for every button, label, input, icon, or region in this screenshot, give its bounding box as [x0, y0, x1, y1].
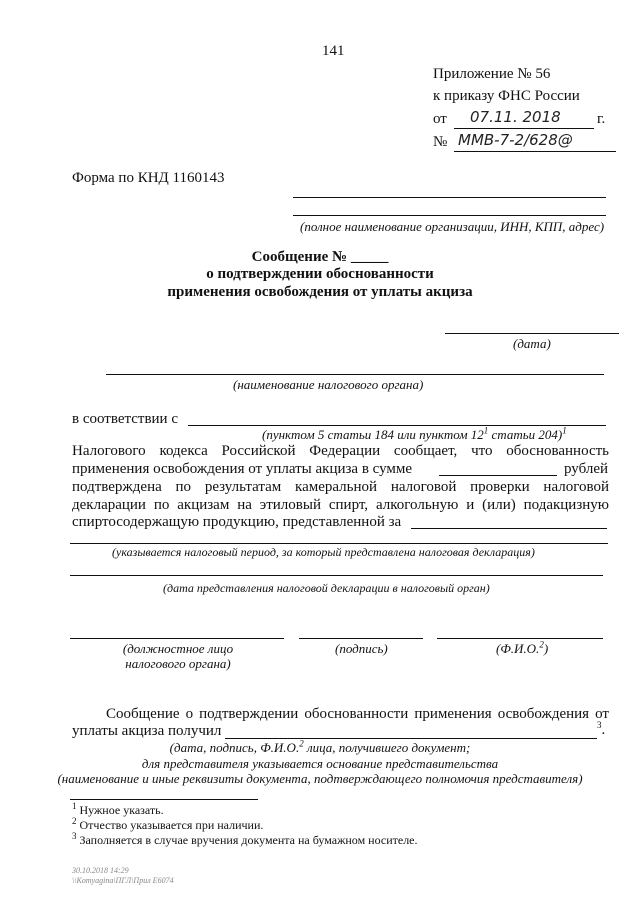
body-line-5: спиртосодержащую продукцию, представленной за — [72, 514, 402, 530]
signature-caption: (подпись) — [335, 641, 388, 656]
print-stamp-date: 30.10.2018 14:29 — [72, 866, 129, 875]
appendix-label: Приложение № 56 — [433, 66, 551, 82]
message-subtitle-2: применения освобождения от уплаты акциза — [167, 284, 473, 300]
org-caption: (полное наименование организации, ИНН, КПП, адрес) — [300, 219, 605, 234]
date-handwritten: 07.11. 2018 — [470, 108, 561, 126]
signature-line — [299, 638, 423, 639]
according-to-label: в соответствии с — [72, 411, 178, 427]
footnote-separator — [70, 799, 258, 800]
receipt-line — [225, 738, 597, 739]
receipt-caption-2: для представителя указывается основание представительства — [141, 756, 499, 771]
body-line-1: Налогового кодекса Российской Федерации сообщает, что обоснованность — [72, 443, 609, 459]
receipt-caption-1: (дата, подпись, Ф.И.О.$^2$ лица, получившего документ; — [169, 738, 471, 755]
body-line-4: декларации по акцизам на этиловый спирт, алкогольную и (или) подакцизную — [72, 497, 609, 513]
fio-line — [437, 638, 603, 639]
form-code: Форма по КНД 1160143 — [72, 170, 225, 186]
official-caption-1: (должностное лицо — [122, 641, 234, 656]
number-label: № — [433, 134, 448, 150]
fio-caption: (Ф.И.О.$^2$) — [496, 639, 549, 656]
message-title: Сообщение № _____ — [251, 249, 389, 265]
receipt-line-1: Сообщение о подтверждении обоснованности применения освобождения от — [106, 706, 609, 722]
body-line-3: подтверждена по результатам камеральной налоговой проверки налоговой — [72, 479, 609, 495]
period-caption: (указывается налоговый период, за который представлена налоговая декларация) — [112, 545, 535, 559]
article-caption: (пунктом 5 статьи 184 или пунктом $12^1$ статьи 204)$^1$ — [262, 425, 567, 442]
date-caption: (дата) — [513, 336, 551, 351]
org-line-1 — [293, 197, 606, 198]
official-line — [70, 638, 284, 639]
from-label: от — [433, 111, 447, 127]
order-no-underline — [454, 151, 616, 152]
receipt-line-end: $^3$. — [597, 720, 606, 738]
body-line-2b: рублей — [564, 461, 609, 477]
footnote-3: $^3$ Заполняется в случае вручения документа на бумажном носителе. — [72, 831, 418, 847]
official-caption-2: налогового органа) — [125, 656, 231, 671]
org-line-2 — [293, 215, 606, 216]
body-line-2a: применения освобождения от уплаты акциза в сумме — [72, 461, 413, 477]
tax-authority-caption: (наименование налогового органа) — [233, 377, 424, 392]
submission-caption: (дата представления налоговой декларации в налоговый орган) — [163, 581, 490, 595]
period-end-line — [411, 528, 607, 529]
receipt-line-2: уплаты акциза получил — [72, 723, 222, 739]
date-line — [445, 333, 619, 334]
according-to-line — [188, 425, 606, 426]
message-subtitle-1: о подтверждении обоснованности — [206, 266, 434, 282]
order-no-handwritten: ММВ-7-2/628@ — [458, 131, 573, 149]
order-label: к приказу ФНС России — [433, 88, 580, 104]
receipt-caption-3: (наименование и иные реквизиты документа, подтверждающего полномочия представителя) — [57, 771, 583, 786]
period-line — [70, 543, 608, 544]
date-underline — [454, 128, 594, 129]
amount-line — [439, 475, 557, 476]
page-number: 141 — [322, 43, 345, 59]
year-suffix: г. — [597, 111, 606, 127]
footnote-2: $^2$ Отчество указывается при наличии. — [72, 816, 264, 832]
footnote-1: $^1$ Нужное указать. — [72, 801, 164, 817]
tax-authority-line — [106, 374, 604, 375]
print-stamp-path: \\Komyagina\ПГЛ\Прил E6074 — [72, 876, 174, 885]
submission-line — [70, 575, 603, 576]
